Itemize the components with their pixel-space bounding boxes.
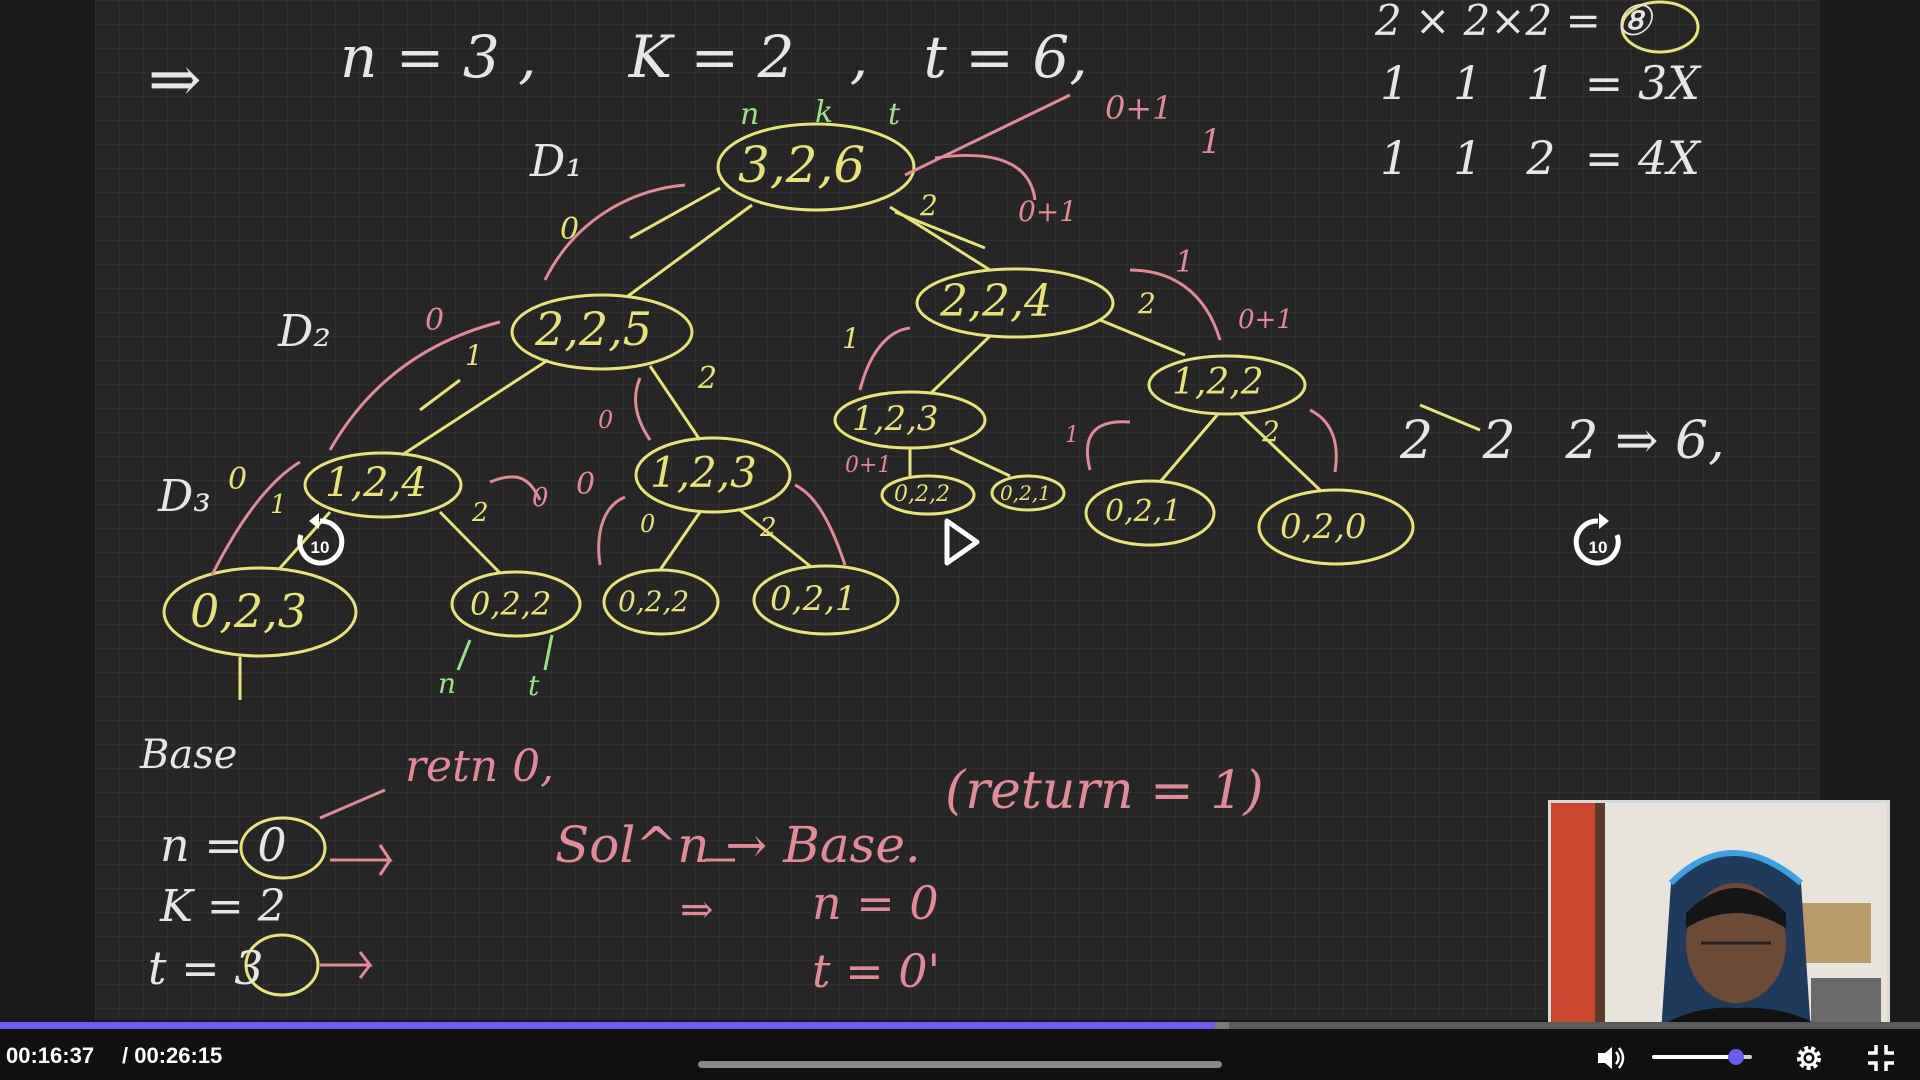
calc-line-3: 1 1 2 = 4X bbox=[1380, 131, 1700, 185]
tree-edge bbox=[1240, 414, 1320, 490]
edge-label: 0 bbox=[560, 212, 580, 247]
forward-seconds: 10 bbox=[1588, 538, 1608, 557]
edge-label: 1 bbox=[842, 322, 860, 355]
base-line-k: K = 2 bbox=[160, 881, 286, 932]
volume-fill bbox=[1652, 1055, 1736, 1059]
volume-button[interactable] bbox=[1594, 1041, 1628, 1075]
edge-label: 0+1 bbox=[1238, 305, 1293, 335]
base-return: retn 0, bbox=[405, 741, 555, 792]
edge-label: 0 bbox=[228, 462, 248, 497]
edge-label: 0+1 bbox=[845, 453, 892, 478]
edge-label: 2 bbox=[472, 498, 489, 528]
level-label-d1: D₁ bbox=[530, 136, 583, 187]
label-arrow bbox=[545, 635, 552, 670]
edge-label: 2 bbox=[1138, 287, 1156, 320]
tree-edge bbox=[1100, 320, 1185, 355]
speaker-icon bbox=[1594, 1041, 1628, 1075]
edge-label: 0 bbox=[598, 406, 614, 434]
play-icon bbox=[929, 511, 991, 573]
recursion-arrow bbox=[860, 328, 910, 390]
tree-node: 1,2,3 bbox=[852, 399, 939, 439]
recursion-arrow bbox=[795, 485, 845, 565]
solution-implies: ⇒ bbox=[680, 887, 714, 933]
return-note: (return = 1) bbox=[945, 761, 1264, 821]
base-line-n: n = 0 bbox=[160, 818, 287, 872]
under-label-n: n bbox=[438, 667, 457, 700]
under-label-t: t bbox=[528, 669, 540, 702]
label-t: t bbox=[888, 97, 901, 132]
label-arrow bbox=[458, 640, 470, 670]
recursion-arrow bbox=[905, 95, 1070, 175]
recursion-arrow bbox=[330, 845, 390, 875]
tree-node: 3,2,6 bbox=[738, 136, 866, 194]
base-title: Base bbox=[140, 732, 238, 778]
tree-node: 0,2,1 bbox=[1000, 481, 1051, 505]
gear-icon bbox=[1792, 1041, 1826, 1075]
tree-node: 0,2,2 bbox=[894, 482, 950, 507]
tree-edge bbox=[420, 380, 460, 410]
tree-node: 0,2,2 bbox=[618, 585, 690, 618]
control-bar bbox=[0, 1029, 1920, 1080]
forward-10-button[interactable] bbox=[1567, 511, 1629, 573]
edge-label: 2 bbox=[698, 361, 718, 396]
rewind-10-button[interactable] bbox=[289, 511, 351, 573]
total-time: / 00:26:15 bbox=[122, 1043, 223, 1068]
tree-node: 0,2,1 bbox=[1105, 494, 1182, 529]
edge-label: 0 bbox=[640, 510, 656, 538]
tree-edge bbox=[440, 512, 500, 573]
tree-edge bbox=[1160, 414, 1218, 482]
edge-label: 0 bbox=[532, 483, 549, 513]
edge-label: 2 bbox=[1262, 415, 1280, 448]
settings-button[interactable] bbox=[1792, 1041, 1826, 1075]
calc-line-1: 2 × 2×2 = ⑧ bbox=[1375, 0, 1652, 45]
exit-fullscreen-icon bbox=[1864, 1041, 1898, 1075]
solution-line-n: n = 0 bbox=[812, 876, 939, 930]
recursion-arrow bbox=[1310, 410, 1336, 472]
label-n: n bbox=[740, 97, 760, 132]
recursion-arrow bbox=[212, 462, 300, 575]
tree-node: 1,2,3 bbox=[650, 448, 757, 497]
exit-fullscreen-button[interactable] bbox=[1864, 1041, 1898, 1075]
root-note-circled: 1 bbox=[1200, 122, 1222, 162]
edge-label: 0 bbox=[425, 303, 445, 338]
scroll-indicator[interactable] bbox=[698, 1061, 1222, 1068]
implies-arrow: ⇒ bbox=[148, 43, 202, 117]
base-line-t: t = 3 bbox=[148, 941, 264, 995]
solution-note: Sol^n → Base. bbox=[555, 816, 921, 874]
play-button[interactable] bbox=[929, 511, 991, 573]
edge-label: 0+1 bbox=[1018, 195, 1078, 228]
recursion-arrow bbox=[320, 952, 370, 978]
tree-node: 2,2,5 bbox=[535, 302, 653, 356]
label-k: k bbox=[815, 95, 834, 130]
tree-edge bbox=[895, 212, 985, 248]
level-label-d3: D₃ bbox=[158, 471, 211, 522]
edge-label: 1 bbox=[1175, 245, 1195, 280]
seek-bar[interactable] bbox=[0, 1022, 1920, 1029]
volume-handle[interactable] bbox=[1728, 1049, 1744, 1065]
tree-node: 0,2,2 bbox=[470, 585, 552, 623]
tree-node: 2,2,4 bbox=[940, 276, 1052, 327]
recursion-arrow bbox=[320, 790, 385, 818]
tree-node: 1,2,2 bbox=[1172, 362, 1264, 403]
tree-edge bbox=[950, 448, 1010, 476]
edge-label: 1 bbox=[270, 490, 287, 520]
current-time: 00:16:37 bbox=[6, 1043, 95, 1068]
tree-edge bbox=[930, 336, 990, 394]
recursion-arrow bbox=[1087, 422, 1130, 470]
tree-edge bbox=[628, 205, 752, 296]
recursion-arrow bbox=[935, 155, 1035, 200]
recursion-arrow bbox=[599, 497, 625, 565]
edge-label: 1 bbox=[1065, 423, 1079, 448]
solution-line-t: t = 0' bbox=[812, 944, 941, 998]
tree-node: 1,2,4 bbox=[325, 460, 427, 506]
root-note: 0+1 bbox=[1105, 89, 1173, 127]
edge-label: 2 bbox=[760, 513, 777, 543]
tree-edge bbox=[650, 366, 700, 440]
volume-slider[interactable] bbox=[1652, 1055, 1752, 1059]
edge-label: 2 bbox=[920, 189, 938, 222]
problem-parameters: n = 3 , K = 2 , t = 6, bbox=[340, 23, 1088, 91]
rewind-seconds: 10 bbox=[310, 538, 330, 557]
calc-line-2: 1 1 1 = 3X bbox=[1380, 56, 1700, 110]
progress-fill bbox=[0, 1022, 1215, 1029]
level-label-d2: D₂ bbox=[278, 306, 331, 357]
recursion-arrow bbox=[636, 378, 650, 440]
edge-label: 0 bbox=[576, 467, 596, 502]
tree-edge bbox=[630, 188, 720, 238]
edge-label: 1 bbox=[465, 339, 483, 372]
tree-node: 0,2,3 bbox=[190, 584, 308, 638]
tree-node: 0,2,1 bbox=[770, 579, 857, 619]
calc-line-4: 2 2 2 ⇒ 6, bbox=[1400, 411, 1725, 471]
tree-edge bbox=[660, 512, 700, 570]
tree-node: 0,2,0 bbox=[1280, 507, 1367, 547]
